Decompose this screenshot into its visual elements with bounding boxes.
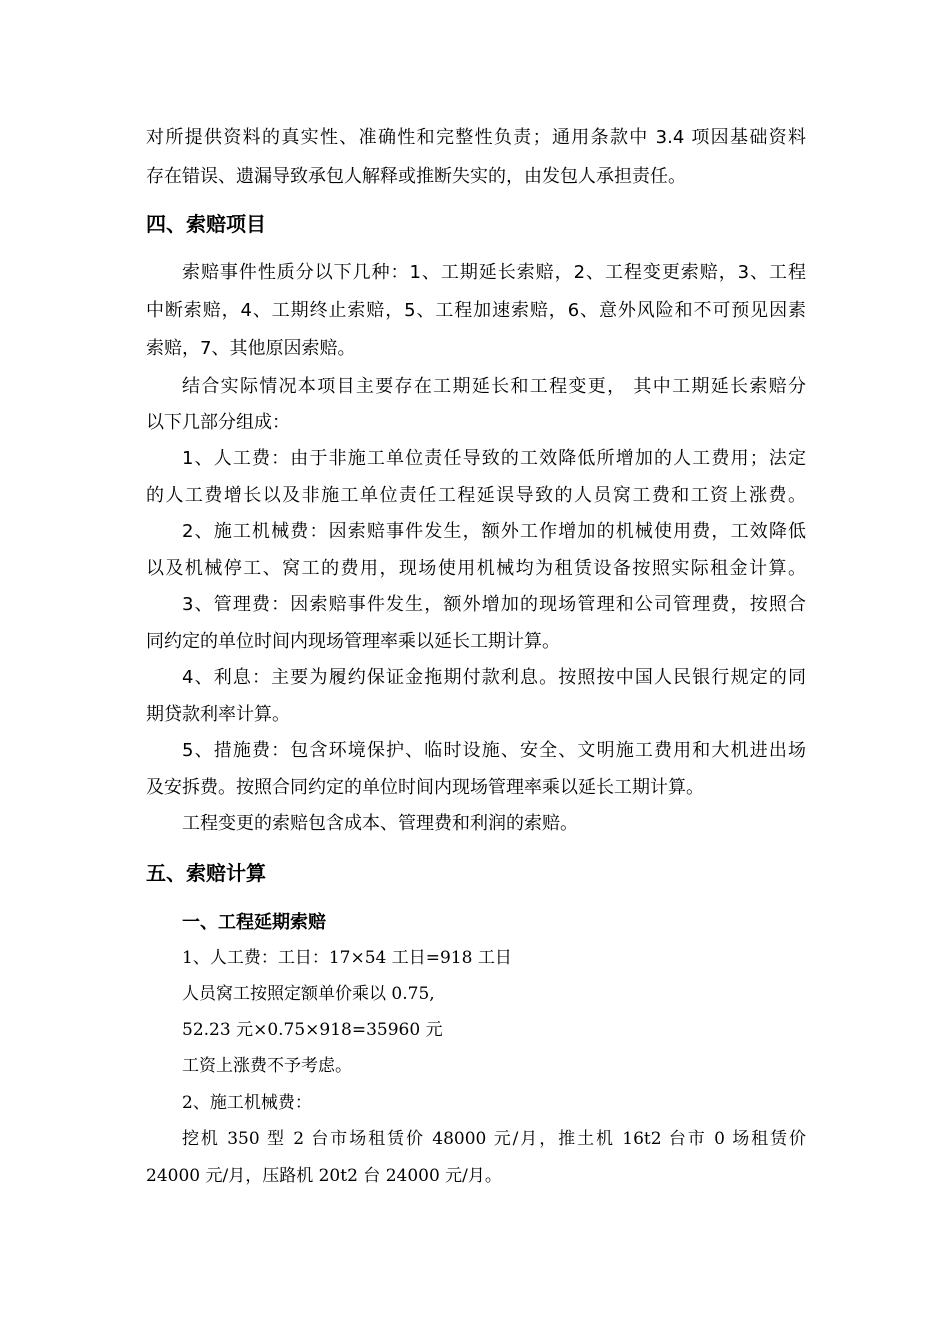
paragraph-line: 以及机械停工、窝工的费用，现场使用机械均为租赁设备按照实际租金计算。: [146, 558, 806, 579]
calc-line: 工资上涨费不予考虑。: [182, 1056, 352, 1076]
paragraph-line: 对所提供资料的真实性、准确性和完整性负责；通用条款中 3.4 项因基础资料: [146, 127, 806, 148]
paragraph-line: 同约定的单位时间内现场管理率乘以延长工期计算。: [146, 631, 560, 652]
paragraph-line: 的人工费增长以及非施工单位责任工程延误导致的人员窝工费和工资上涨费。: [146, 485, 806, 506]
paragraph-line: 结合实际情况本项目主要存在工期延长和工程变更， 其中工期延长索赔分: [182, 376, 806, 397]
paragraph-line: 索赔，7、其他原因索赔。: [146, 338, 356, 359]
paragraph-line: 中断索赔，4、工期终止索赔，5、工程加速索赔，6、意外风险和不可预见因素: [146, 300, 806, 321]
calc-line: 24000 元/月，压路机 20t2 台 24000 元/月。: [146, 1166, 502, 1186]
paragraph-line: 以下几部分组成：: [146, 412, 290, 433]
paragraph-line: 4、利息：主要为履约保证金拖期付款利息。按照按中国人民银行规定的同: [182, 667, 806, 688]
calc-line: 52.23 元×0.75×918=35960 元: [182, 1020, 443, 1040]
paragraph-line: 3、管理费：因索赔事件发生，额外增加的现场管理和公司管理费，按照合: [182, 594, 806, 615]
paragraph-line: 期贷款利率计算。: [146, 704, 290, 725]
paragraph-line: 索赔事件性质分以下几种：1、工期延长索赔，2、工程变更索赔，3、工程: [182, 262, 806, 283]
paragraph-line: 及安拆费。按照合同约定的单位时间内现场管理率乘以延长工期计算。: [146, 777, 704, 798]
paragraph-line: 存在错误、遗漏导致承包人解释或推断失实的，由发包人承担责任。: [146, 166, 686, 187]
section-heading-4: 四、索赔项目: [146, 212, 266, 236]
calc-line: 2、施工机械费：: [182, 1093, 312, 1113]
calc-line: 1、人工费：工日：17×54 工日=918 工日: [182, 948, 512, 968]
paragraph-line: 工程变更的索赔包含成本、管理费和利润的索赔。: [182, 813, 578, 834]
calc-line: 挖机 350 型 2 台市场租赁价 48000 元/月，推土机 16t2 台市 0 场租赁价: [182, 1129, 806, 1149]
paragraph-line: 1、人工费：由于非施工单位责任导致的工效降低所增加的人工费用；法定: [182, 448, 806, 469]
calc-line: 人员窝工按照定额单价乘以 0.75,: [182, 984, 435, 1004]
section-heading-5: 五、索赔计算: [146, 861, 266, 885]
paragraph-line: 2、施工机械费：因索赔事件发生，额外工作增加的机械使用费，工效降低: [182, 521, 806, 542]
paragraph-line: 5、措施费：包含环境保护、临时设施、安全、文明施工费用和大机进出场: [182, 740, 806, 761]
sub-heading: 一、工程延期索赔: [182, 912, 326, 933]
